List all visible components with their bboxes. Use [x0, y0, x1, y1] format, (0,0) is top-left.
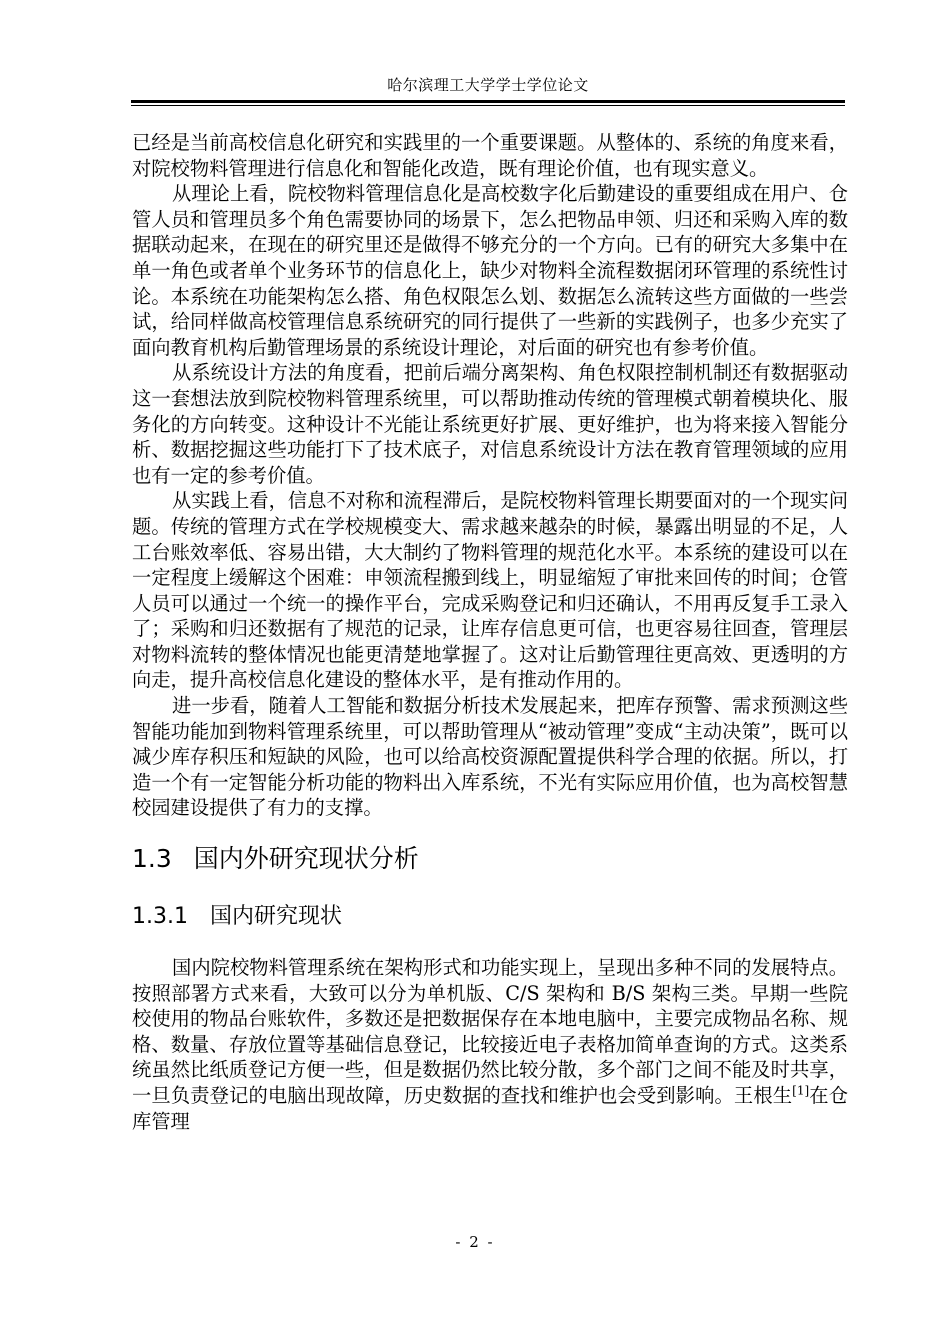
subsection-title: 国内研究现状	[209, 904, 342, 930]
section-title: 国内外研究现状分析	[193, 844, 419, 874]
paragraph-further: 进一步看，随着人工智能和数据分析技术发展起来，把库存预警、需求预测这些智能功能加到物料管理系统里，可以帮助管理从“被动管理”变成“主动决策”，既可以减少库存积压和短缺的风险，也可以给高校资源配置提供科学合理的依据。所以，打造一个有一定智能分析功能的物料出入库系统，不光有实际应用价值，也为高校智慧校园建设提供了有力的支撑。	[132, 694, 848, 820]
paragraph-domestic-text: 国内院校物料管理系统在架构形式和功能实现上，呈现出多种不同的发展特点。按照部署方式来看，大致可以分为单机版、C/S 架构和 B/S 架构三类。早期一些院校使用的物品台账软件，多数还是把数据保存在本地电脑中，主要完成物品名称、规格、数量、存放位置等基础信息登记，比较接近电子表格加简单查询的方式。这类系统虽然比纸质登记方便一些，但是数据仍然比较分散，多个部门之间不能及时共享，一旦负责登记的电脑出现故障，历史数据的查找和维护也会受到影响。王根生	[132, 956, 848, 1107]
page-header: 哈尔滨理工大学学士学位论文	[387, 76, 589, 94]
citation-ref: [1]	[792, 1083, 810, 1098]
paragraph-practice: 从实践上看，信息不对称和流程滞后，是院校物料管理长期要面对的一个现实问题。传统的管理方式在学校规模变大、需求越来越杂的时候，暴露出明显的不足，人工台账效率低、容易出错，大大制约了物料管理的规范化水平。本系统的建设可以在一定程度上缓解这个困难：申领流程搬到线上，明显缩短了审批来回传的时间；仓管人员可以通过一个统一的操作平台，完成采购登记和归还确认，不用再反复手工录入了；采购和归还数据有了规范的记录，让库存信息更可信，也更容易往回查，管理层对物料流转的整体情况也能更清楚地掌握了。这对让后勤管理往更高效、更透明的方向走，提升高校信息化建设的整体水平，是有推动作用的。	[132, 489, 848, 692]
section-heading	[132, 839, 848, 879]
page-body	[132, 130, 848, 1134]
paragraph-domestic-tail: 在仓库管理	[132, 1084, 849, 1133]
subsection-number: 1.3.1	[132, 904, 188, 930]
subsection-heading	[132, 899, 848, 935]
paragraph-continued: 已经是当前高校信息化研究和实践里的一个重要课题。从整体的、系统的角度来看，对院校物料管理进行信息化和智能化改造，既有理论价值，也有现实意义。	[132, 131, 848, 180]
header-rule-thin	[131, 105, 845, 106]
section-number: 1.3	[132, 844, 172, 874]
paragraph-theory: 从理论上看，院校物料管理信息化是高校数字化后勤建设的重要组成在用户、仓管人员和管理员多个角色需要协同的场景下，怎么把物品申领、归还和采购入库的数据联动起来，在现在的研究里还是做得不够充分的一个方向。已有的研究大多集中在单一角色或者单个业务环节的信息化上，缺少对物料全流程数据闭环管理的系统性讨论。本系统在功能架构怎么搭、角色权限怎么划、数据怎么流转这些方面做的一些尝试，给同样做高校管理信息系统研究的同行提供了一些新的实践例子，也多少充实了面向教育机构后勤管理场景的系统设计理论，对后面的研究也有参考价值。	[132, 182, 848, 359]
paragraph-design-method: 从系统设计方法的角度看，把前后端分离架构、角色权限控制机制还有数据驱动这一套想法放到院校物料管理系统里，可以帮助推动传统的管理模式朝着模块化、服务化的方向转变。这种设计不光能让系统更好扩展、更好维护，也为将来接入智能分析、数据挖掘这些功能打下了技术底子，对信息系统设计方法在教育管理领域的应用也有一定的参考价值。	[132, 361, 848, 487]
header-rule-thick	[131, 100, 845, 103]
paragraph-domestic-status	[132, 955, 848, 1134]
page-number: - 2 -	[455, 1233, 495, 1251]
